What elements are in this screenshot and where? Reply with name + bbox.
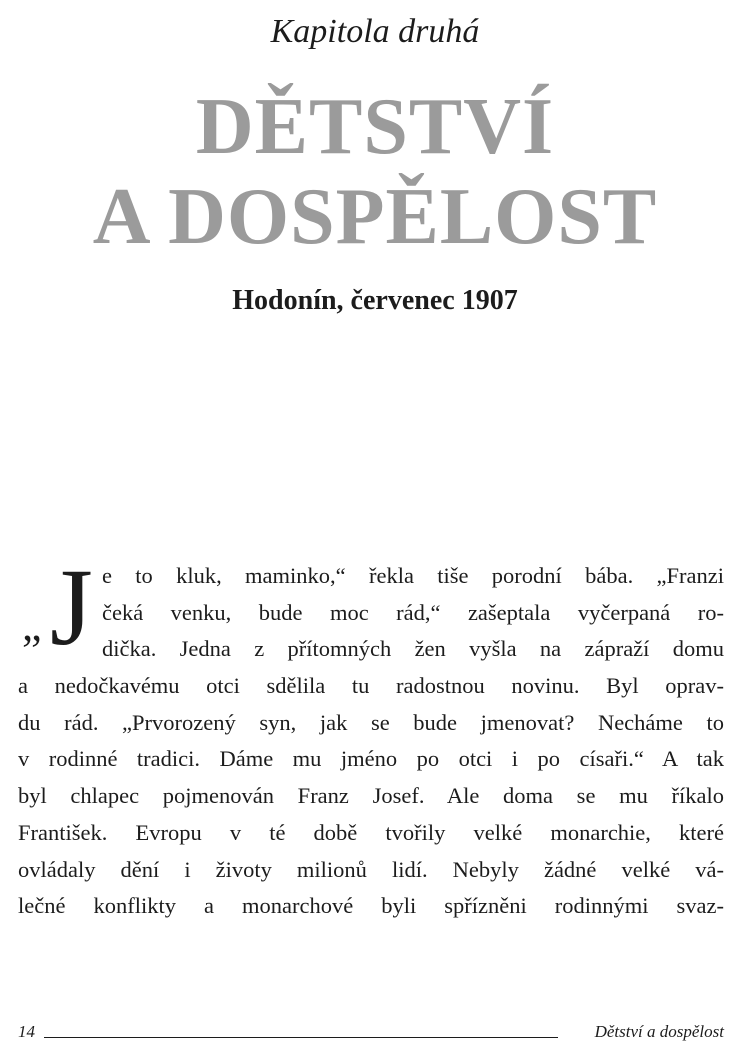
paragraph-line: byl chlapec pojmenován Franz Josef. Ale doma se mu říkalo — [18, 783, 724, 809]
page-number: 14 — [18, 1022, 35, 1041]
dropcap-letter: J — [50, 546, 93, 668]
paragraph-line: v rodinné tradici. Dáme mu jméno po otci i po císaři.“ A tak — [18, 746, 724, 772]
paragraph-line: čeká venku, bude moc rád,“ zašeptala vyčerpaná ro- — [102, 599, 724, 625]
chapter-title-line-1: DĚTSTVÍ — [195, 83, 555, 171]
paragraph-line: lečné konflikty a monarchové byli spřízněni rodinnými svaz- — [18, 893, 724, 919]
running-title: Dětství a dospělost — [594, 1022, 724, 1041]
footer-rule — [44, 1037, 558, 1038]
chapter-label: Kapitola druhá — [270, 13, 480, 50]
chapter-title-line-2: A DOSPĚLOST — [92, 173, 658, 261]
paragraph-line: dička. Jedna z přítomných žen vyšla na zápraží domu — [102, 636, 724, 662]
paragraph-line: e to kluk, maminko,“ řekla tiše porodní bába. „Franzi — [102, 563, 724, 588]
body-paragraph — [18, 558, 724, 925]
paragraph-line: a nedočkavému otci sdělila tu radostnou novinu. Byl oprav- — [18, 673, 724, 699]
paragraph-line: František. Evropu v té době tvořily velké monarchie, které — [18, 819, 724, 845]
page-footer — [18, 1020, 724, 1044]
paragraph-line: du rád. „Prvorozený syn, jak se bude jmenovat? Necháme to — [18, 709, 724, 735]
paragraph-line: ovládaly dění i životy milionů lidí. Nebyly žádné velké vá- — [18, 856, 724, 882]
dropcap-opening-quote: „ — [22, 601, 42, 650]
chapter-subtitle: Hodonín, červenec 1907 — [232, 285, 518, 316]
